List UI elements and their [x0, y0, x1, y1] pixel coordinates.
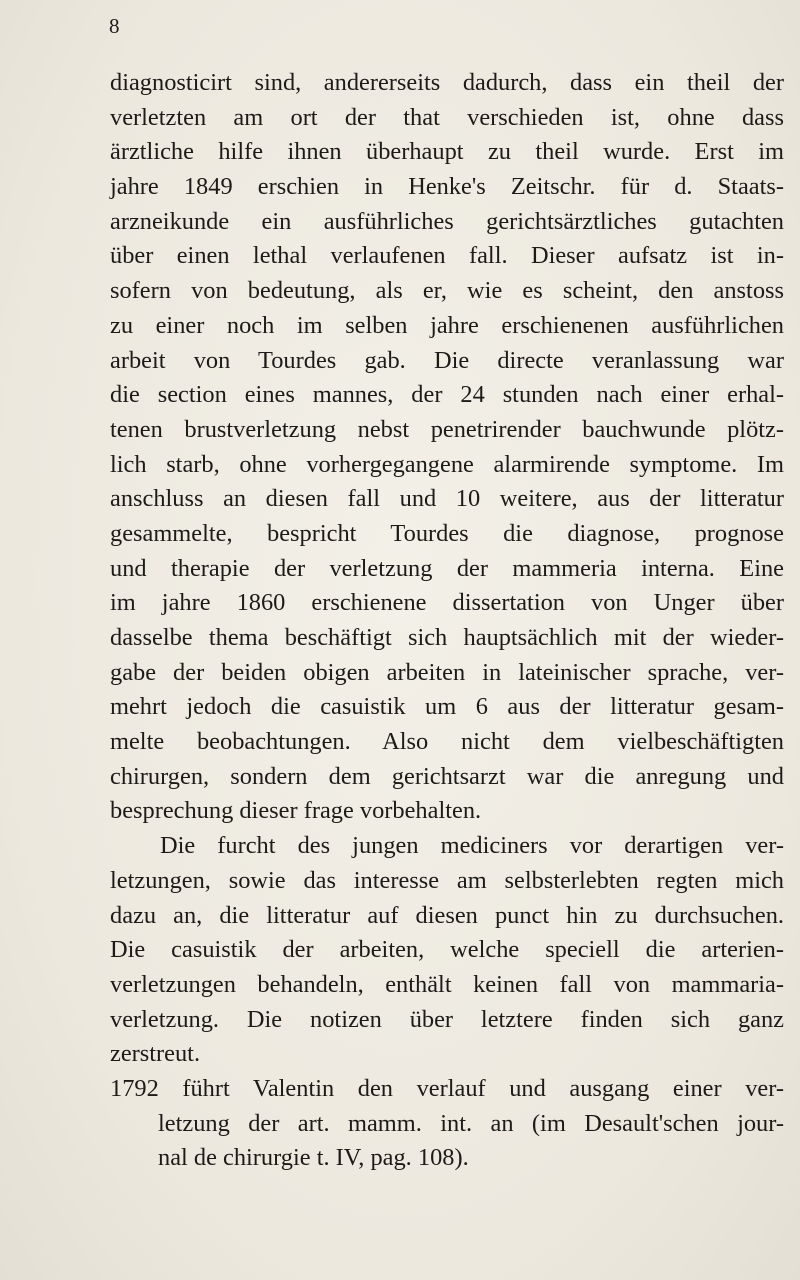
text-line: lich starb, ohne vorhergegangene alarmirende symptome. Im — [110, 450, 784, 478]
text-line: diagnosticirt sind, andererseits dadurch, dass ein theil der — [110, 69, 784, 96]
text-line: Die casuistik der arbeiten, welche speciell die arterien- — [110, 936, 784, 964]
body-text — [110, 66, 784, 1176]
page-number: 8 — [109, 14, 120, 38]
text-line: verletzung. Die notizen über letztere finden sich ganz — [110, 1005, 784, 1033]
text-line: gabe der beiden obigen arbeiten in lateinischer sprache, ver- — [110, 658, 784, 686]
text-line: zerstreut. — [110, 1040, 201, 1068]
text-line: verletzungen behandeln, enthält keinen fall von mammaria- — [110, 970, 784, 998]
text-line: die section eines mannes, der 24 stunden nach einer erhal- — [110, 381, 784, 409]
text-line: mehrt jedoch die casuistik um 6 aus der litteratur gesam- — [110, 693, 784, 721]
text-line: nal de chirurgie t. IV, pag. 108). — [158, 1144, 469, 1172]
text-line: jahre 1849 erschien in Henke's Zeitschr. für d. Staats- — [110, 173, 784, 201]
text-line: arbeit von Tourdes gab. Die directe veranlassung war — [110, 346, 784, 374]
text-line: anschluss an diesen fall und 10 weitere, aus der litteratur — [110, 485, 784, 513]
text-line: tenen brustverletzung nebst penetrirender bauchwunde plötz- — [110, 415, 784, 443]
text-line: melte beobachtungen. Also nicht dem vielbeschäftigten — [110, 728, 784, 756]
text-line: arzneikunde ein ausführliches gerichtsärztliches gutachten — [110, 207, 784, 235]
text-line: verletzten am ort der that verschieden ist, ohne dass — [110, 103, 784, 131]
text-line: besprechung dieser frage vorbehalten. — [110, 797, 482, 825]
text-line: zu einer noch im selben jahre erschienenen ausführlichen — [110, 311, 784, 339]
text-line: dasselbe thema beschäftigt sich hauptsächlich mit der wieder- — [110, 624, 784, 651]
text-line: gesammelte, bespricht Tourdes die diagnose, prognose — [110, 519, 784, 547]
text-line: Die furcht des jungen mediciners vor derartigen ver- — [160, 832, 784, 860]
text-line: ärztliche hilfe ihnen überhaupt zu theil wurde. Erst im — [110, 138, 784, 166]
text-line: dazu an, die litteratur auf diesen punct hin zu durchsuchen. — [110, 901, 784, 929]
text-line: sofern von bedeutung, als er, wie es scheint, den anstoss — [110, 277, 784, 305]
text-line: über einen lethal verlaufenen fall. Dieser aufsatz ist in- — [110, 242, 784, 270]
text-line: chirurgen, sondern dem gerichtsarzt war die anregung und — [110, 762, 784, 790]
text-line: letzungen, sowie das interesse am selbsterlebten regten mich — [110, 866, 784, 894]
text-line: im jahre 1860 erschienene dissertation von Unger über — [110, 589, 784, 617]
text-line: und therapie der verletzung der mammeria interna. Eine — [110, 554, 784, 582]
text-line: letzung der art. mamm. int. an (im Desault'schen jour- — [158, 1109, 784, 1137]
text-line: 1792 führt Valentin den verlauf und ausgang einer ver- — [110, 1074, 784, 1102]
